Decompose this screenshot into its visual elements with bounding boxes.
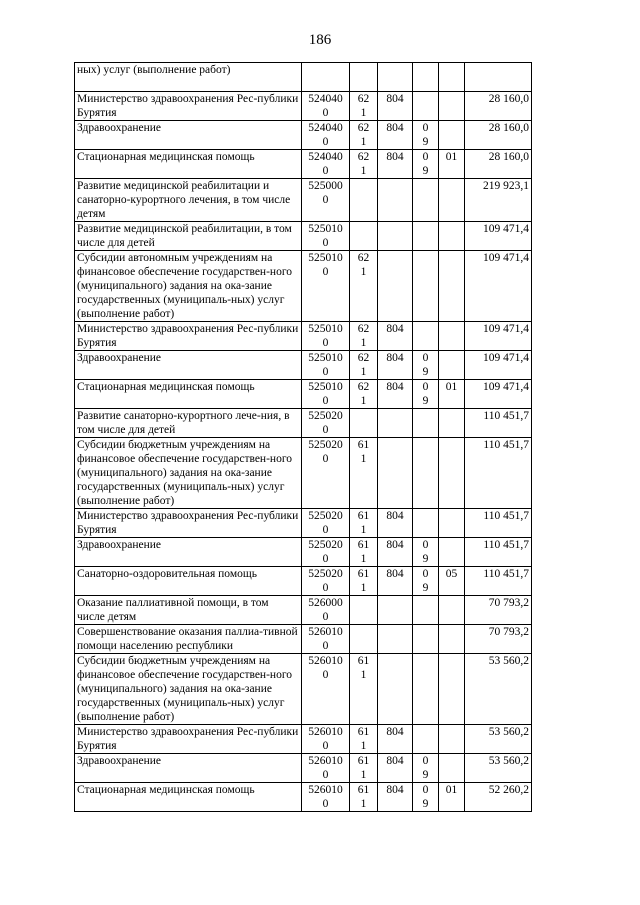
row-amount-cell xyxy=(465,63,532,92)
row-rz-cell-part xyxy=(415,92,436,106)
budget-table xyxy=(74,62,532,812)
row-vr-cell-part: 61 xyxy=(357,510,370,522)
row-code-cell-part: 0 xyxy=(322,107,329,119)
row-rz-cell-part xyxy=(415,654,436,668)
row-vr-cell xyxy=(350,351,378,380)
row-code-cell-part: 0 xyxy=(322,266,329,278)
row-rz-cell xyxy=(413,63,439,92)
row-code-cell xyxy=(302,754,350,783)
row-rz-cell xyxy=(413,380,439,409)
row-amount-cell: 109 471,4 xyxy=(465,251,532,322)
row-vr-cell-part: 1 xyxy=(360,798,367,810)
row-vr-cell xyxy=(350,409,378,438)
row-grbs-cell: 804 xyxy=(378,380,413,409)
row-rz-cell-part xyxy=(415,106,436,120)
row-name-cell: Оказание паллиативной помощи, в том числе детям xyxy=(75,596,302,625)
row-vr-cell-part xyxy=(352,423,375,437)
row-rz-cell xyxy=(413,92,439,121)
row-vr-cell-part: 62 xyxy=(357,352,370,364)
table-row xyxy=(75,92,532,121)
row-name-cell: Субсидии автономным учреждениям на финансовое обеспечение государствен-ного (муниципального) задания на ока-зание государственных (муниципаль-ных) услуг (выполнение работ) xyxy=(75,251,302,322)
row-rz-cell-part xyxy=(415,452,436,466)
row-pr-cell xyxy=(439,654,465,725)
row-code-cell xyxy=(302,438,350,509)
table-body xyxy=(75,63,532,812)
row-amount-cell: 109 471,4 xyxy=(465,322,532,351)
row-pr-cell xyxy=(439,596,465,625)
row-code-cell-part xyxy=(304,63,347,77)
row-pr-cell: 01 xyxy=(439,150,465,179)
row-name-cell: Министерство здравоохранения Рес-публики Бурятия xyxy=(75,725,302,754)
row-vr-cell-part: 1 xyxy=(360,769,367,781)
row-vr-cell xyxy=(350,596,378,625)
row-code-cell-part: 0 xyxy=(322,524,329,536)
row-grbs-cell: 804 xyxy=(378,725,413,754)
row-code-cell-part: 526010 xyxy=(308,755,343,767)
row-pr-cell xyxy=(439,438,465,509)
row-code-cell xyxy=(302,654,350,725)
row-rz-cell-part: 0 xyxy=(422,539,429,551)
row-rz-cell-part xyxy=(415,251,436,265)
row-name-cell: Субсидии бюджетным учреждениям на финансовое обеспечение государствен-ного (муниципального) задания на ока-зание государственных (муниципаль-ных) услуг (выполнение работ) xyxy=(75,438,302,509)
row-code-cell-part: 0 xyxy=(322,366,329,378)
row-rz-cell-part: 0 xyxy=(422,151,429,163)
row-name-cell: Субсидии бюджетным учреждениям на финансовое обеспечение государствен-ного (муниципального) задания на ока-зание государственных (муниципаль-ных) услуг (выполнение работ) xyxy=(75,654,302,725)
row-vr-cell xyxy=(350,567,378,596)
row-name-cell: Стационарная медицинская помощь xyxy=(75,380,302,409)
row-grbs-cell: 804 xyxy=(378,567,413,596)
row-code-cell xyxy=(302,596,350,625)
row-name-cell: Развитие санаторно-курортного лече-ния, в том числе для детей xyxy=(75,409,302,438)
row-amount-cell: 110 451,7 xyxy=(465,509,532,538)
row-amount-cell: 110 451,7 xyxy=(465,409,532,438)
row-rz-cell-part: 9 xyxy=(422,395,429,407)
row-rz-cell xyxy=(413,409,439,438)
row-vr-cell-part xyxy=(352,77,375,91)
row-pr-cell xyxy=(439,409,465,438)
table-row xyxy=(75,596,532,625)
row-code-cell-part: 0 xyxy=(322,453,329,465)
row-code-cell-part: 526010 xyxy=(308,655,343,667)
row-name-cell: Министерство здравоохранения Рес-публики Бурятия xyxy=(75,92,302,121)
table-row xyxy=(75,783,532,812)
row-vr-cell-part xyxy=(352,222,375,236)
row-rz-cell-part: 9 xyxy=(422,582,429,594)
row-code-cell xyxy=(302,783,350,812)
row-vr-cell xyxy=(350,322,378,351)
row-code-cell-part: 525010 xyxy=(308,223,343,235)
row-code-cell-part: 0 xyxy=(322,640,329,652)
row-pr-cell xyxy=(439,222,465,251)
row-vr-cell-part: 1 xyxy=(360,453,367,465)
row-vr-cell-part: 61 xyxy=(357,539,370,551)
table-row xyxy=(75,150,532,179)
row-amount-cell: 109 471,4 xyxy=(465,222,532,251)
row-rz-cell xyxy=(413,783,439,812)
row-code-cell-part: 0 xyxy=(322,669,329,681)
row-rz-cell xyxy=(413,322,439,351)
row-rz-cell-part xyxy=(415,193,436,207)
row-name-cell: Развитие медицинской реабилитации, в том числе для детей xyxy=(75,222,302,251)
row-rz-cell-part xyxy=(415,639,436,653)
row-code-cell-part: 0 xyxy=(322,165,329,177)
table-row xyxy=(75,725,532,754)
row-rz-cell-part xyxy=(415,739,436,753)
row-pr-cell: 05 xyxy=(439,567,465,596)
row-code-cell-part: 0 xyxy=(322,798,329,810)
row-pr-cell xyxy=(439,351,465,380)
row-rz-cell-part: 9 xyxy=(422,769,429,781)
row-vr-cell xyxy=(350,92,378,121)
table-row xyxy=(75,380,532,409)
row-grbs-cell xyxy=(378,251,413,322)
row-code-cell xyxy=(302,725,350,754)
table-row xyxy=(75,509,532,538)
row-code-cell-part: 526010 xyxy=(308,626,343,638)
row-vr-cell-part: 1 xyxy=(360,337,367,349)
row-grbs-cell: 804 xyxy=(378,783,413,812)
row-code-cell xyxy=(302,509,350,538)
row-grbs-cell: 804 xyxy=(378,121,413,150)
row-rz-cell xyxy=(413,222,439,251)
row-code-cell-part: 525020 xyxy=(308,510,343,522)
row-vr-cell xyxy=(350,150,378,179)
row-rz-cell xyxy=(413,251,439,322)
row-vr-cell xyxy=(350,754,378,783)
table-row xyxy=(75,625,532,654)
row-rz-cell xyxy=(413,351,439,380)
row-rz-cell xyxy=(413,538,439,567)
row-name-cell: Министерство здравоохранения Рес-публики Бурятия xyxy=(75,509,302,538)
row-amount-cell: 28 160,0 xyxy=(465,92,532,121)
row-vr-cell xyxy=(350,438,378,509)
table-row xyxy=(75,179,532,222)
row-code-cell xyxy=(302,351,350,380)
row-grbs-cell: 804 xyxy=(378,538,413,567)
row-vr-cell-part: 62 xyxy=(357,381,370,393)
row-code-cell xyxy=(302,567,350,596)
row-code-cell xyxy=(302,121,350,150)
row-amount-cell: 110 451,7 xyxy=(465,567,532,596)
row-grbs-cell xyxy=(378,63,413,92)
row-amount-cell: 70 793,2 xyxy=(465,596,532,625)
row-vr-cell-part: 61 xyxy=(357,439,370,451)
row-rz-cell-part xyxy=(415,725,436,739)
row-code-cell-part: 525010 xyxy=(308,252,343,264)
row-pr-cell xyxy=(439,179,465,222)
row-grbs-cell: 804 xyxy=(378,754,413,783)
page-number: 186 xyxy=(308,32,332,48)
row-name-cell: Санаторно-оздоровительная помощь xyxy=(75,567,302,596)
row-code-cell xyxy=(302,63,350,92)
row-pr-cell xyxy=(439,625,465,654)
row-vr-cell-part: 61 xyxy=(357,568,370,580)
row-vr-cell-part: 1 xyxy=(360,524,367,536)
row-rz-cell-part xyxy=(415,222,436,236)
row-rz-cell-part xyxy=(415,596,436,610)
row-vr-cell-part xyxy=(352,63,375,77)
row-pr-cell: 01 xyxy=(439,783,465,812)
row-vr-cell-part: 1 xyxy=(360,366,367,378)
row-rz-cell-part xyxy=(415,265,436,279)
row-vr-cell-part xyxy=(352,639,375,653)
row-code-cell xyxy=(302,538,350,567)
row-rz-cell-part xyxy=(415,438,436,452)
row-rz-cell xyxy=(413,509,439,538)
row-vr-cell-part: 62 xyxy=(357,122,370,134)
row-code-cell-part xyxy=(304,77,347,91)
row-rz-cell-part xyxy=(415,509,436,523)
row-grbs-cell: 804 xyxy=(378,92,413,121)
row-name-cell: Стационарная медицинская помощь xyxy=(75,783,302,812)
table-row xyxy=(75,351,532,380)
row-vr-cell-part: 61 xyxy=(357,755,370,767)
row-pr-cell xyxy=(439,63,465,92)
row-grbs-cell xyxy=(378,438,413,509)
row-grbs-cell xyxy=(378,625,413,654)
row-pr-cell xyxy=(439,92,465,121)
row-vr-cell-part xyxy=(352,625,375,639)
row-name-cell: Развитие медицинской реабилитации и санаторно-курортного лечения, в том числе детям xyxy=(75,179,302,222)
row-rz-cell-part xyxy=(415,336,436,350)
row-vr-cell xyxy=(350,222,378,251)
row-vr-cell-part: 1 xyxy=(360,165,367,177)
row-name-cell: Здравоохранение xyxy=(75,121,302,150)
row-grbs-cell xyxy=(378,596,413,625)
row-code-cell-part: 525010 xyxy=(308,381,343,393)
row-pr-cell xyxy=(439,509,465,538)
row-vr-cell-part: 1 xyxy=(360,266,367,278)
row-code-cell xyxy=(302,409,350,438)
row-code-cell xyxy=(302,150,350,179)
row-code-cell-part: 525020 xyxy=(308,568,343,580)
row-pr-cell xyxy=(439,121,465,150)
row-code-cell-part: 525020 xyxy=(308,410,343,422)
row-grbs-cell: 804 xyxy=(378,322,413,351)
row-rz-cell-part xyxy=(415,409,436,423)
row-code-cell-part: 525020 xyxy=(308,539,343,551)
row-rz-cell-part xyxy=(415,610,436,624)
row-rz-cell-part xyxy=(415,523,436,537)
row-code-cell-part: 0 xyxy=(322,194,329,206)
row-rz-cell-part xyxy=(415,322,436,336)
row-name-cell: Здравоохранение xyxy=(75,538,302,567)
row-vr-cell-part: 62 xyxy=(357,93,370,105)
row-vr-cell xyxy=(350,654,378,725)
row-vr-cell-part xyxy=(352,193,375,207)
row-grbs-cell: 804 xyxy=(378,150,413,179)
row-code-cell-part: 0 xyxy=(322,237,329,249)
row-grbs-cell xyxy=(378,222,413,251)
row-name-cell: ных) услуг (выполнение работ) xyxy=(75,63,302,92)
row-rz-cell xyxy=(413,150,439,179)
row-amount-cell: 53 560,2 xyxy=(465,654,532,725)
row-grbs-cell xyxy=(378,654,413,725)
row-vr-cell xyxy=(350,251,378,322)
row-rz-cell-part xyxy=(415,63,436,77)
row-code-cell-part: 526010 xyxy=(308,726,343,738)
row-vr-cell-part: 61 xyxy=(357,784,370,796)
row-code-cell-part: 525000 xyxy=(308,180,343,192)
row-rz-cell-part xyxy=(415,77,436,91)
row-rz-cell-part xyxy=(415,236,436,250)
row-amount-cell: 219 923,1 xyxy=(465,179,532,222)
table-row xyxy=(75,251,532,322)
row-rz-cell xyxy=(413,654,439,725)
table-row xyxy=(75,438,532,509)
row-vr-cell xyxy=(350,783,378,812)
row-code-cell xyxy=(302,92,350,121)
row-rz-cell-part xyxy=(415,423,436,437)
table-row xyxy=(75,63,532,92)
table-row xyxy=(75,322,532,351)
row-amount-cell: 53 560,2 xyxy=(465,754,532,783)
row-amount-cell: 110 451,7 xyxy=(465,438,532,509)
row-code-cell-part: 524040 xyxy=(308,122,343,134)
row-amount-cell: 109 471,4 xyxy=(465,351,532,380)
row-amount-cell: 53 560,2 xyxy=(465,725,532,754)
row-rz-cell xyxy=(413,438,439,509)
row-code-cell-part: 525010 xyxy=(308,352,343,364)
row-vr-cell-part xyxy=(352,179,375,193)
row-rz-cell-part: 0 xyxy=(422,352,429,364)
row-vr-cell-part xyxy=(352,610,375,624)
row-vr-cell xyxy=(350,538,378,567)
row-vr-cell-part: 1 xyxy=(360,553,367,565)
row-name-cell: Здравоохранение xyxy=(75,754,302,783)
row-vr-cell-part: 62 xyxy=(357,323,370,335)
table-row xyxy=(75,567,532,596)
row-code-cell-part: 0 xyxy=(322,769,329,781)
row-rz-cell-part: 0 xyxy=(422,568,429,580)
row-vr-cell xyxy=(350,380,378,409)
row-rz-cell-part: 9 xyxy=(422,136,429,148)
row-vr-cell-part: 61 xyxy=(357,655,370,667)
row-vr-cell xyxy=(350,179,378,222)
row-rz-cell xyxy=(413,179,439,222)
row-pr-cell: 01 xyxy=(439,380,465,409)
row-pr-cell xyxy=(439,725,465,754)
row-code-cell-part: 525010 xyxy=(308,323,343,335)
row-code-cell-part: 524040 xyxy=(308,93,343,105)
row-code-cell-part: 524040 xyxy=(308,151,343,163)
row-rz-cell xyxy=(413,596,439,625)
row-code-cell xyxy=(302,380,350,409)
row-code-cell xyxy=(302,251,350,322)
row-rz-cell-part: 9 xyxy=(422,366,429,378)
row-name-cell: Здравоохранение xyxy=(75,351,302,380)
row-name-cell: Министерство здравоохранения Рес-публики Бурятия xyxy=(75,322,302,351)
row-amount-cell: 110 451,7 xyxy=(465,538,532,567)
row-vr-cell-part: 1 xyxy=(360,740,367,752)
row-code-cell-part: 0 xyxy=(322,611,329,623)
row-vr-cell xyxy=(350,625,378,654)
row-rz-cell xyxy=(413,754,439,783)
row-grbs-cell xyxy=(378,179,413,222)
row-rz-cell xyxy=(413,567,439,596)
row-vr-cell-part: 1 xyxy=(360,136,367,148)
row-code-cell-part: 0 xyxy=(322,424,329,436)
row-code-cell xyxy=(302,222,350,251)
row-code-cell-part: 0 xyxy=(322,337,329,349)
row-rz-cell-part: 0 xyxy=(422,755,429,767)
table-row xyxy=(75,409,532,438)
row-code-cell-part: 0 xyxy=(322,553,329,565)
row-amount-cell: 109 471,4 xyxy=(465,380,532,409)
row-code-cell xyxy=(302,179,350,222)
row-grbs-cell xyxy=(378,409,413,438)
row-pr-cell xyxy=(439,754,465,783)
row-rz-cell-part: 9 xyxy=(422,798,429,810)
row-amount-cell: 70 793,2 xyxy=(465,625,532,654)
row-rz-cell-part xyxy=(415,668,436,682)
row-name-cell: Стационарная медицинская помощь xyxy=(75,150,302,179)
table-row xyxy=(75,538,532,567)
row-vr-cell-part xyxy=(352,596,375,610)
row-pr-cell xyxy=(439,251,465,322)
row-grbs-cell: 804 xyxy=(378,351,413,380)
row-code-cell-part: 525020 xyxy=(308,439,343,451)
table-row xyxy=(75,222,532,251)
row-rz-cell-part xyxy=(415,179,436,193)
row-rz-cell-part: 0 xyxy=(422,122,429,134)
row-grbs-cell: 804 xyxy=(378,509,413,538)
row-amount-cell: 28 160,0 xyxy=(465,150,532,179)
row-amount-cell: 52 260,2 xyxy=(465,783,532,812)
row-vr-cell-part: 61 xyxy=(357,726,370,738)
row-vr-cell-part: 1 xyxy=(360,107,367,119)
row-rz-cell-part: 9 xyxy=(422,165,429,177)
row-amount-cell: 28 160,0 xyxy=(465,121,532,150)
row-vr-cell-part: 1 xyxy=(360,395,367,407)
row-code-cell-part: 0 xyxy=(322,136,329,148)
row-vr-cell xyxy=(350,725,378,754)
row-pr-cell xyxy=(439,538,465,567)
row-vr-cell-part: 62 xyxy=(357,151,370,163)
row-vr-cell-part xyxy=(352,409,375,423)
row-code-cell-part: 526010 xyxy=(308,784,343,796)
table-row xyxy=(75,754,532,783)
row-pr-cell xyxy=(439,322,465,351)
row-vr-cell xyxy=(350,509,378,538)
row-code-cell xyxy=(302,322,350,351)
row-rz-cell-part: 9 xyxy=(422,553,429,565)
row-vr-cell-part: 1 xyxy=(360,669,367,681)
row-rz-cell-part: 0 xyxy=(422,381,429,393)
row-code-cell-part: 0 xyxy=(322,395,329,407)
table-row xyxy=(75,654,532,725)
row-vr-cell xyxy=(350,121,378,150)
row-name-cell: Совершенствование оказания паллиа-тивной помощи населению республики xyxy=(75,625,302,654)
table-row xyxy=(75,121,532,150)
row-vr-cell-part xyxy=(352,236,375,250)
row-rz-cell xyxy=(413,725,439,754)
row-code-cell-part: 526000 xyxy=(308,597,343,609)
row-rz-cell xyxy=(413,121,439,150)
row-vr-cell xyxy=(350,63,378,92)
row-code-cell-part: 0 xyxy=(322,740,329,752)
row-rz-cell-part xyxy=(415,625,436,639)
row-code-cell xyxy=(302,625,350,654)
row-rz-cell xyxy=(413,625,439,654)
row-code-cell-part: 0 xyxy=(322,582,329,594)
row-vr-cell-part: 1 xyxy=(360,582,367,594)
row-rz-cell-part: 0 xyxy=(422,784,429,796)
row-vr-cell-part: 62 xyxy=(357,252,370,264)
